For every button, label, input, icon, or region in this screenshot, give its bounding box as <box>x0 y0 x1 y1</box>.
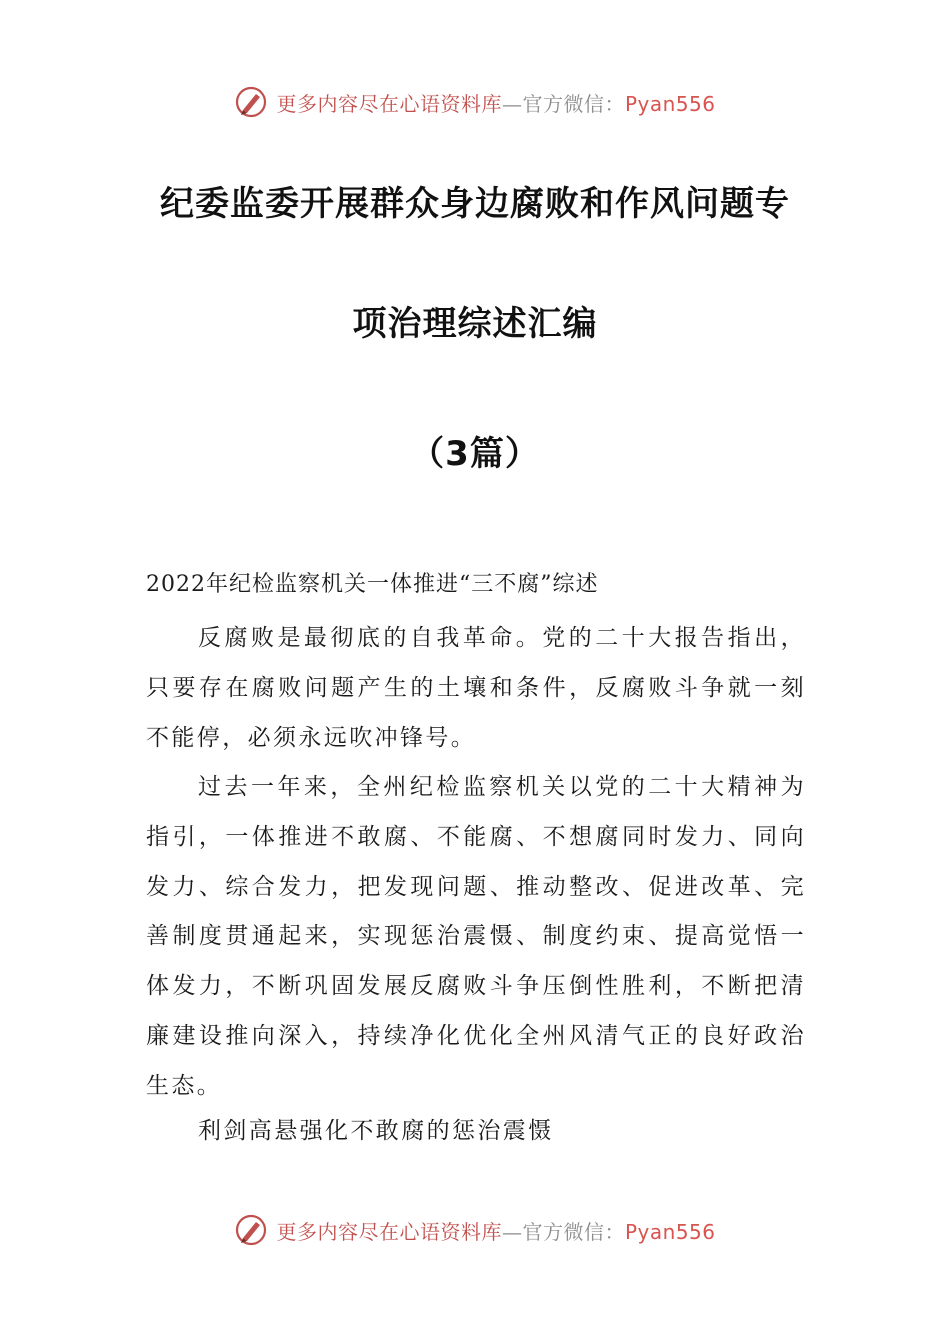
document-title-line-1: 纪委监委开展群众身边腐败和作风问题专 <box>160 184 790 224</box>
document-title-count: （3篇） <box>410 434 540 474</box>
footer-watermark <box>0 1210 950 1250</box>
document-title-line-2: 项治理综述汇编 <box>352 304 598 344</box>
watermark-main: 更多内容尽在心语资料库 <box>276 1219 502 1244</box>
header-watermark <box>0 82 950 122</box>
watermark-dash: — <box>501 1219 523 1244</box>
article-paragraph-1: 反腐败是最彻底的自我革命。党的二十大报告指出，只要存在腐败问题产生的土壤和条件，反腐败斗争就一刻不能停，必须永远吹冲锋号。 <box>146 625 806 751</box>
watermark-dash: — <box>501 91 523 116</box>
article-paragraph-2: 过去一年来，全州纪检监察机关以党的二十大精神为指引，一体推进不敢腐、不能腐、不想腐同时发力、同向发力、综合发力，把发现问题、推动整改、促进改革、完善制度贯通起来，实现惩治震慑、制度约束、提高觉悟一体发力，不断巩固发展反腐败斗争压倒性胜利，不断把清廉建设推向深入，持续净化优化全州风清气正的良好政治生态。 <box>146 774 806 1099</box>
pen-logo-icon <box>234 85 268 119</box>
watermark-label: 官方微信： <box>522 1219 625 1244</box>
watermark-wechat-id: Pyan556 <box>624 91 716 116</box>
watermark-text <box>276 88 715 117</box>
watermark-wechat-id: Pyan556 <box>624 1219 716 1244</box>
pen-logo-icon <box>234 1213 268 1247</box>
watermark-text <box>276 1216 715 1245</box>
article-heading: 2022年纪检监察机关一体推进“三不腐”综述 <box>146 572 599 597</box>
watermark-label: 官方微信： <box>522 91 625 116</box>
watermark-main: 更多内容尽在心语资料库 <box>276 91 502 116</box>
article-section-heading: 利剑高悬强化不敢腐的惩治震慑 <box>198 1118 554 1144</box>
